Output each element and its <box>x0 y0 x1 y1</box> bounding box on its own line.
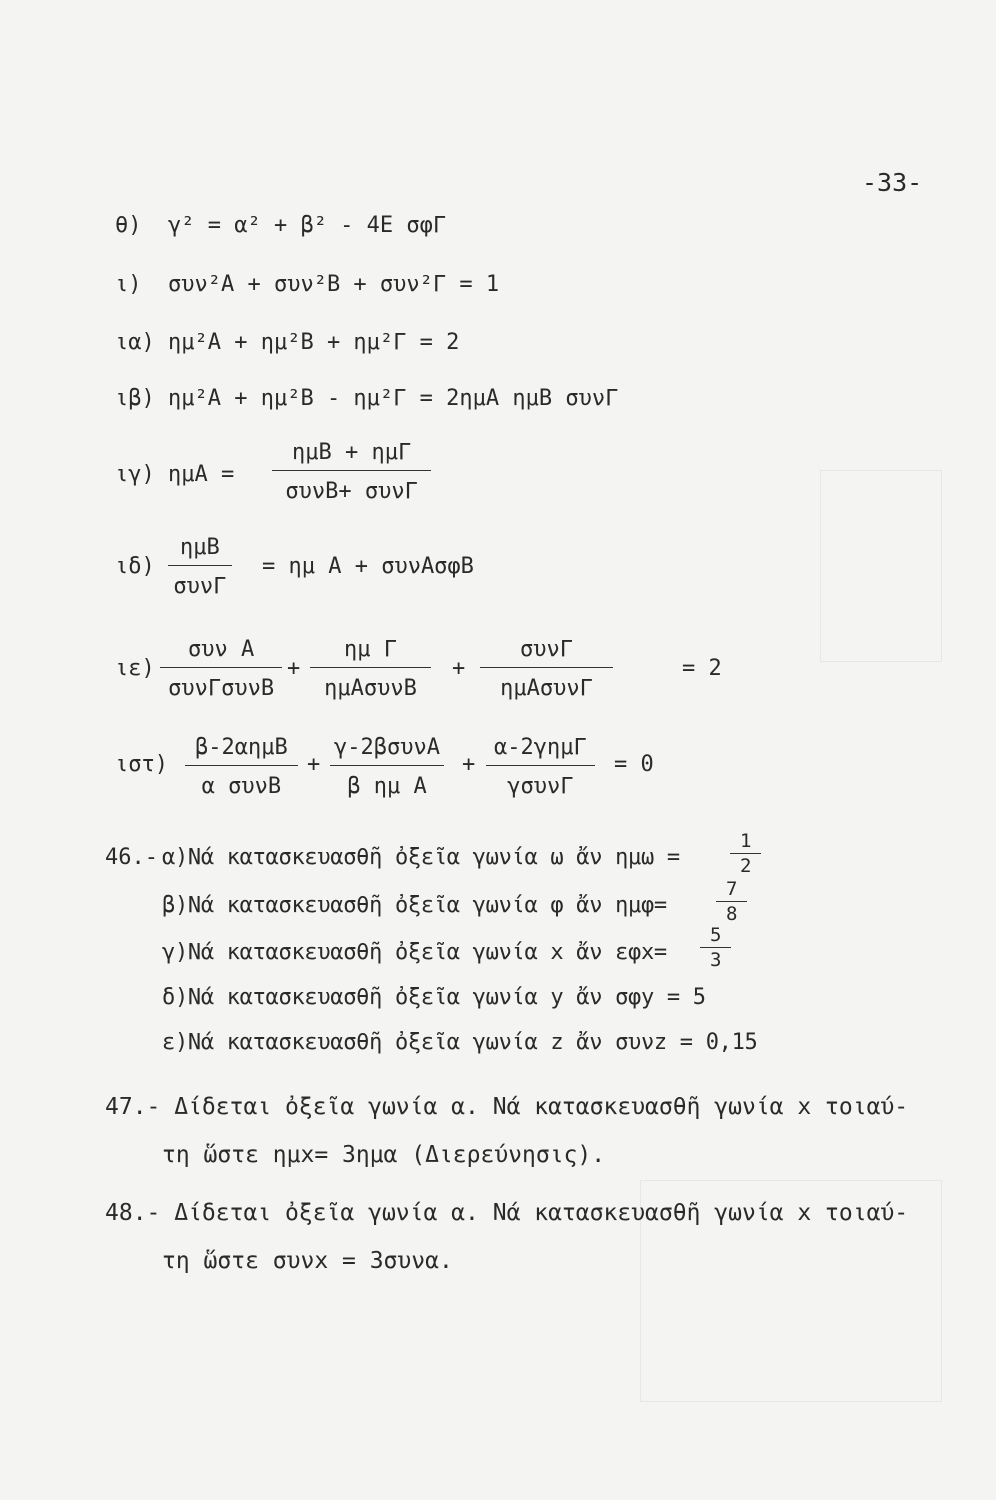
exercise-46-number: 46.- <box>105 845 158 870</box>
fraction-denominator: ημAσυνB <box>324 676 417 701</box>
fraction-denominator: συνΓ <box>173 574 227 599</box>
equation-ist-label: ιστ) <box>115 752 168 777</box>
equation-ie-term1 <box>160 637 282 701</box>
fraction-numerator: 5 <box>700 924 731 948</box>
equation-iota: συν²A + συν²B + συν²Γ = 1 <box>168 272 500 297</box>
exercise-46-b: β)Νά κατασκευασθῆ ὀξεῖα γωνία φ ἄν ημφ= <box>162 893 667 918</box>
equation-id-rhs: = ημ A + συνAσφB <box>262 554 474 579</box>
exercise-46-a: α)Νά κατασκευασθῆ ὀξεῖα γωνία ω ἄν ημω = <box>162 845 680 870</box>
equation-ist-term3 <box>486 735 595 799</box>
plus-sign: + <box>307 752 321 777</box>
exercise-48-line1: 48.- Δίδεται ὀξεῖα γωνία α. Νά κατασκευασθῆ γωνία x τοιαύ- <box>105 1200 909 1226</box>
plus-sign: + <box>462 752 476 777</box>
equation-theta-label: θ) <box>115 213 142 238</box>
exercise-46-e: ε)Νά κατασκευασθῆ ὀξεῖα γωνία z ἄν συνz = 0,15 <box>162 1030 758 1055</box>
fraction-numerator: ημB <box>168 535 232 566</box>
equation-ig-lhs: ημA = <box>168 462 235 487</box>
plus-sign: + <box>452 656 466 681</box>
fraction-numerator: συνΓ <box>480 637 613 668</box>
fraction-numerator: συν A <box>160 637 282 668</box>
equation-ia: ημ²A + ημ²B + ημ²Γ = 2 <box>168 330 460 355</box>
exercise-46-c-fraction <box>700 924 731 971</box>
equation-ie-term2 <box>310 637 431 701</box>
exercise-46-a-fraction <box>730 830 761 877</box>
equation-ig-label: ιγ) <box>115 462 155 487</box>
fraction-numerator: γ-2βσυνA <box>330 735 444 766</box>
equation-ie-term3 <box>480 637 613 701</box>
exercise-46-c: γ)Νά κατασκευασθῆ ὀξεῖα γωνία x ἄν εφx= <box>162 940 667 965</box>
fraction-denominator: συνΓσυνB <box>168 676 275 701</box>
equation-ist-rhs: = 0 <box>614 752 654 777</box>
equation-iota-label: ι) <box>115 272 142 297</box>
equation-id-label: ιδ) <box>115 554 155 579</box>
fraction-denominator: 3 <box>710 949 722 971</box>
fraction-numerator: ημB + ημΓ <box>272 440 431 471</box>
equation-ib: ημ²A + ημ²B - ημ²Γ = 2ημA ημB συνΓ <box>168 386 619 411</box>
fraction-denominator: 2 <box>740 855 752 877</box>
exercise-47-line1: 47.- Δίδεται ὀξεῖα γωνία α. Νά κατασκευασθῆ γωνία x τοιαύ- <box>105 1094 909 1120</box>
bleed-through-mark <box>820 470 942 662</box>
exercise-47-line2: τη ὥστε ημx= 3ημα (Διερεύνησις). <box>162 1142 606 1168</box>
exercise-46-b-fraction <box>716 878 747 925</box>
fraction-denominator: ημAσυνΓ <box>500 676 593 701</box>
exercise-46-d: δ)Νά κατασκευασθῆ ὀξεῖα γωνία y ἄν σφy = 5 <box>162 985 706 1010</box>
fraction-numerator: 7 <box>716 878 747 902</box>
equation-ie-rhs: = 2 <box>682 656 722 681</box>
fraction-numerator: 1 <box>730 830 761 854</box>
equation-ig-fraction <box>272 440 431 504</box>
page-number: -33- <box>862 168 923 197</box>
equation-theta: γ² = α² + β² - 4E σφΓ <box>168 213 447 238</box>
fraction-denominator: β ημ A <box>347 774 427 799</box>
equation-ist-term2 <box>330 735 444 799</box>
equation-ia-label: ια) <box>115 330 155 355</box>
fraction-denominator: α συνB <box>201 774 282 799</box>
fraction-denominator: συνB+ συνΓ <box>285 479 418 504</box>
fraction-denominator: 8 <box>726 903 738 925</box>
equation-ib-label: ιβ) <box>115 386 155 411</box>
equation-id-fraction <box>168 535 232 599</box>
equation-ie-label: ιε) <box>115 656 155 681</box>
fraction-numerator: ημ Γ <box>310 637 431 668</box>
fraction-denominator: γσυνΓ <box>507 774 574 799</box>
equation-ist-term1 <box>185 735 298 799</box>
plus-sign: + <box>287 656 301 681</box>
fraction-numerator: β-2αημB <box>185 735 298 766</box>
fraction-numerator: α-2γημΓ <box>486 735 595 766</box>
exercise-48-line2: τη ὥστε συνx = 3συνα. <box>162 1248 453 1274</box>
